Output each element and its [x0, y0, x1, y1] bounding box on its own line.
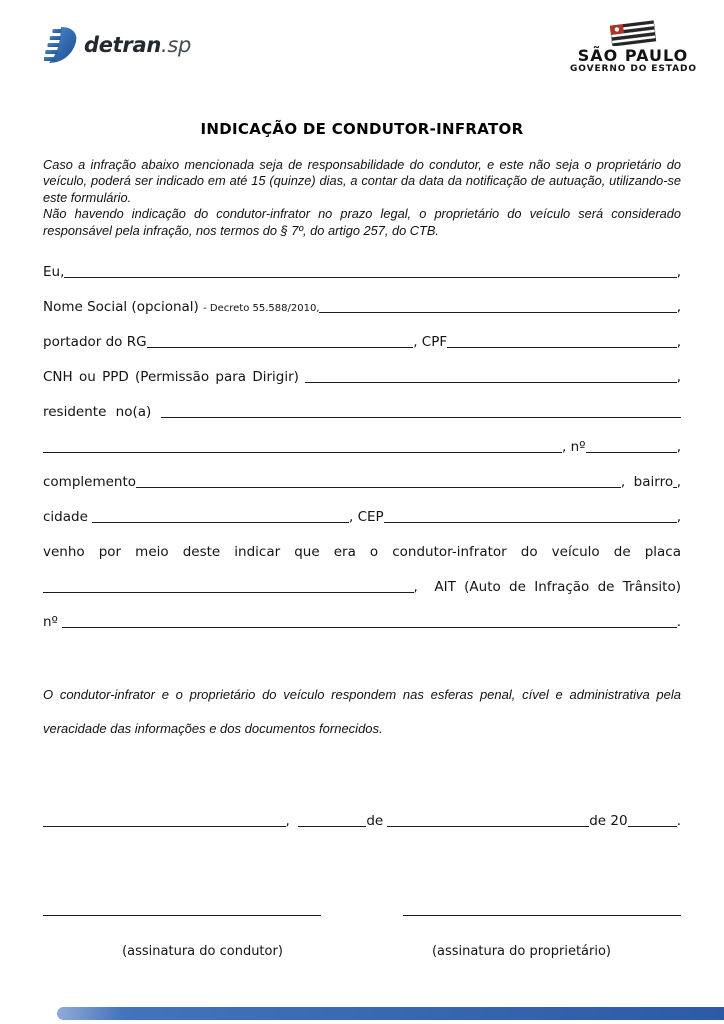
city-field-line[interactable]	[92, 522, 349, 523]
form-body	[43, 246, 681, 631]
date-city-field-line[interactable]	[43, 826, 286, 827]
gov-logo-subtitle: GOVERNO DO ESTADO	[570, 64, 697, 74]
ait-number-field-line[interactable]	[62, 627, 676, 628]
cnh-field-line[interactable]	[305, 382, 676, 383]
street-number-field-line[interactable]	[586, 452, 677, 453]
comma: ,	[676, 264, 681, 281]
row-address	[43, 386, 681, 421]
signature-lines	[43, 900, 681, 919]
comma: ,	[676, 369, 681, 386]
comma: ,	[676, 299, 681, 316]
row-social-name	[43, 281, 681, 316]
ait-number-label: nº	[43, 614, 63, 631]
neighborhood-label: , bairro	[620, 474, 674, 491]
intro-paragraph-2: Não havendo indicação do condutor-infrator no prazo legal, o proprietário do veículo será considerado responsável pela infração, nos termos do § 7º, do artigo 257, do CTB.	[43, 206, 681, 238]
driver-name-field-line[interactable]	[64, 277, 676, 278]
eu-label: Eu,	[43, 264, 65, 281]
detran-logo	[44, 26, 191, 64]
intro-paragraph-1: Caso a infração abaixo mencionada seja de responsabilidade do condutor, e este não seja o proprietário do veículo, poderá ser indicado em até 15 (quinze) dias, a contar da data da notificação de autuação, utilizando-se este formulário.	[43, 157, 681, 205]
date-year-prefix-label: de 20	[589, 813, 628, 830]
date-de-label: de	[366, 813, 388, 830]
signature-line-owner[interactable]	[403, 915, 681, 916]
date-period: .	[676, 813, 681, 830]
comma: ,	[676, 474, 681, 491]
row-plate-ait	[43, 561, 681, 596]
gov-logo-title: SÃO PAULO	[577, 46, 689, 65]
owner-signature-caption: (assinatura do proprietário)	[431, 944, 612, 959]
intro-text	[43, 157, 681, 239]
date-line	[43, 808, 681, 830]
row-complement-neighborhood	[43, 456, 681, 491]
cpf-field-line[interactable]	[447, 347, 677, 348]
date-day-field-line[interactable]	[298, 826, 366, 827]
rg-field-line[interactable]	[147, 347, 414, 348]
row-address-continued	[43, 421, 681, 456]
address-field-line-2[interactable]	[43, 452, 562, 453]
address-field-line[interactable]	[161, 417, 681, 418]
rg-label: portador do RG	[43, 334, 147, 351]
detran-d-icon	[44, 26, 80, 64]
row-plate-sentence	[43, 526, 681, 561]
social-name-label: Nome Social (opcional)	[43, 299, 204, 316]
comma: ,	[676, 334, 681, 351]
date-year-field-line[interactable]	[628, 826, 677, 827]
social-name-field-line[interactable]	[319, 312, 676, 313]
comma: ,	[676, 439, 681, 456]
sao-paulo-flag-icon	[607, 20, 659, 46]
signature-captions	[43, 944, 681, 959]
row-ait-number	[43, 596, 681, 631]
date-month-field-line[interactable]	[387, 826, 589, 827]
ait-label: , AIT (Auto de Infração de Trânsito)	[413, 579, 681, 596]
city-label: cidade	[43, 509, 93, 526]
row-city-cep	[43, 491, 681, 526]
period: .	[676, 614, 681, 631]
footer-bar	[57, 1007, 724, 1020]
comma: ,	[676, 509, 681, 526]
cnh-label: CNH ou PPD (Permissão para Dirigir)	[43, 369, 306, 386]
cep-field-line[interactable]	[384, 522, 677, 523]
cpf-label: , CPF	[413, 334, 448, 351]
signature-line-driver[interactable]	[43, 915, 321, 916]
liability-disclaimer: O condutor-infrator e o proprietário do veículo respondem nas esferas penal, cível e administrativa pela veracidade das informações e dos documentos fornecidos.	[43, 687, 681, 736]
detran-logo-suffix: .sp	[161, 33, 192, 57]
detran-logo-word: detran	[84, 33, 161, 57]
street-number-label: , nº	[562, 439, 586, 456]
sao-paulo-gov-logo	[570, 20, 696, 75]
complement-label: complemento	[43, 474, 137, 491]
driver-signature-caption: (assinatura do condutor)	[122, 944, 283, 959]
plate-field-line[interactable]	[43, 592, 414, 593]
plate-sentence: venho por meio deste indicar que era o condutor-infrator do veículo de placa	[43, 544, 681, 561]
cep-label: , CEP	[348, 509, 384, 526]
complement-field-line[interactable]	[136, 487, 621, 488]
address-label: residente no(a)	[43, 404, 161, 421]
row-rg-cpf	[43, 316, 681, 351]
date-comma: ,	[285, 813, 299, 830]
page-title: INDICAÇÃO DE CONDUTOR-INFRATOR	[200, 120, 524, 138]
social-name-decree-note: - Decreto 55.588/2010,	[203, 302, 320, 314]
row-name	[43, 246, 681, 281]
row-cnh	[43, 351, 681, 386]
